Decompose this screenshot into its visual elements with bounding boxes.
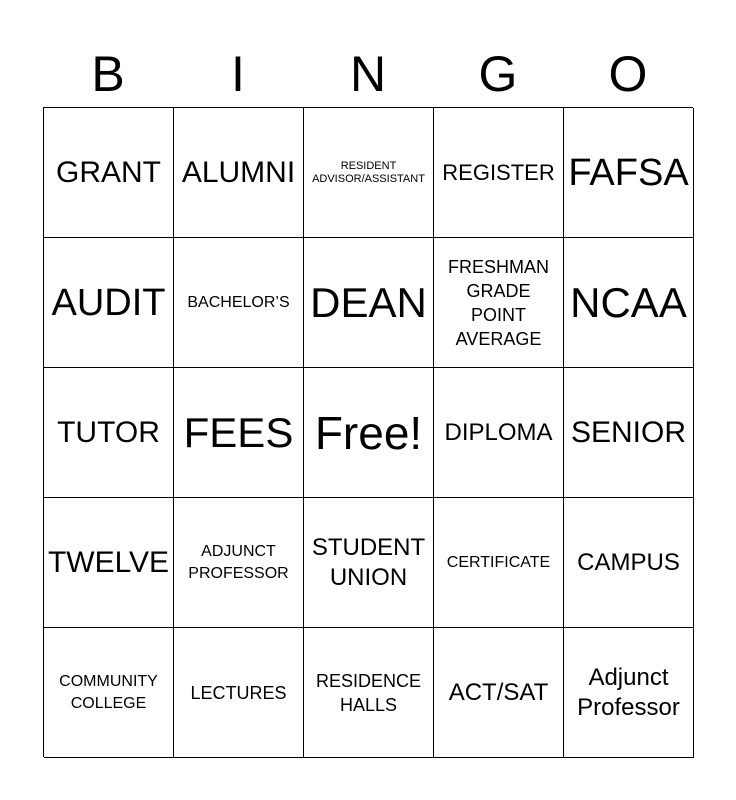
- bingo-cell[interactable]: [304, 498, 434, 628]
- cell-label: ACT/SAT: [448, 678, 549, 706]
- cell-label: GRANT: [56, 155, 161, 189]
- bingo-cell[interactable]: [44, 368, 174, 498]
- header-letter-g: G: [478, 46, 518, 102]
- cell-label: CERTIFICATE: [446, 553, 551, 571]
- cell-label: STUDENT UNION: [311, 533, 426, 591]
- bingo-cell[interactable]: [304, 628, 434, 758]
- cell-label: REGISTER: [442, 159, 555, 185]
- cell-label: ALUMNI: [181, 155, 296, 189]
- cell-label: NCAA: [570, 278, 687, 326]
- bingo-cell[interactable]: [304, 108, 434, 238]
- bingo-cell[interactable]: [44, 108, 174, 238]
- cell-label: DIPLOMA: [444, 418, 553, 446]
- bingo-cell[interactable]: [174, 498, 304, 628]
- bingo-cell[interactable]: [564, 628, 694, 758]
- bingo-cell[interactable]: [44, 498, 174, 628]
- bingo-cell[interactable]: [564, 368, 694, 498]
- bingo-cell[interactable]: [44, 628, 174, 758]
- cell-label: RESIDENT ADVISOR/ASSISTANT: [312, 159, 425, 185]
- cell-label: Adjunct Professor: [577, 663, 680, 721]
- cell-label: TWELVE: [47, 545, 170, 579]
- cell-label: COMMUNITY COLLEGE: [59, 672, 158, 712]
- cell-label: SENIOR: [570, 415, 687, 449]
- cell-label: DEAN: [310, 278, 427, 326]
- bingo-cell[interactable]: [174, 628, 304, 758]
- bingo-cell[interactable]: [44, 238, 174, 368]
- cell-label: FEES: [183, 408, 294, 456]
- cell-label: FAFSA: [568, 151, 689, 194]
- cell-label: RESIDENCE HALLS: [315, 670, 422, 715]
- bingo-cell[interactable]: [564, 238, 694, 368]
- bingo-cell[interactable]: [304, 238, 434, 368]
- header-letter-i: I: [231, 46, 245, 102]
- cell-label: LECTURES: [190, 682, 287, 703]
- bingo-cell[interactable]: [434, 108, 564, 238]
- bingo-cell[interactable]: [564, 498, 694, 628]
- bingo-cell[interactable]: [434, 368, 564, 498]
- cell-label: ADJUNCT PROFESSOR: [188, 542, 289, 582]
- bingo-cell[interactable]: [174, 108, 304, 238]
- bingo-cell[interactable]: [434, 238, 564, 368]
- cell-label: FRESHMAN GRADE POINT AVERAGE: [447, 256, 549, 349]
- cell-label: BACHELOR’S: [187, 293, 290, 311]
- bingo-cell[interactable]: [174, 368, 304, 498]
- free-space-label: Free!: [314, 406, 423, 459]
- bingo-cell[interactable]: [434, 628, 564, 758]
- free-space[interactable]: [304, 368, 434, 498]
- bingo-board: [43, 107, 693, 757]
- bingo-cell[interactable]: [564, 108, 694, 238]
- cell-label: AUDIT: [51, 281, 166, 324]
- header-letter-b: B: [91, 46, 125, 102]
- cell-label: TUTOR: [57, 415, 160, 449]
- header-letter-o: O: [608, 46, 648, 102]
- header-letter-n: N: [349, 46, 387, 102]
- bingo-header: [43, 40, 693, 108]
- bingo-cell[interactable]: [434, 498, 564, 628]
- cell-label: CAMPUS: [577, 548, 680, 576]
- bingo-cell[interactable]: [174, 238, 304, 368]
